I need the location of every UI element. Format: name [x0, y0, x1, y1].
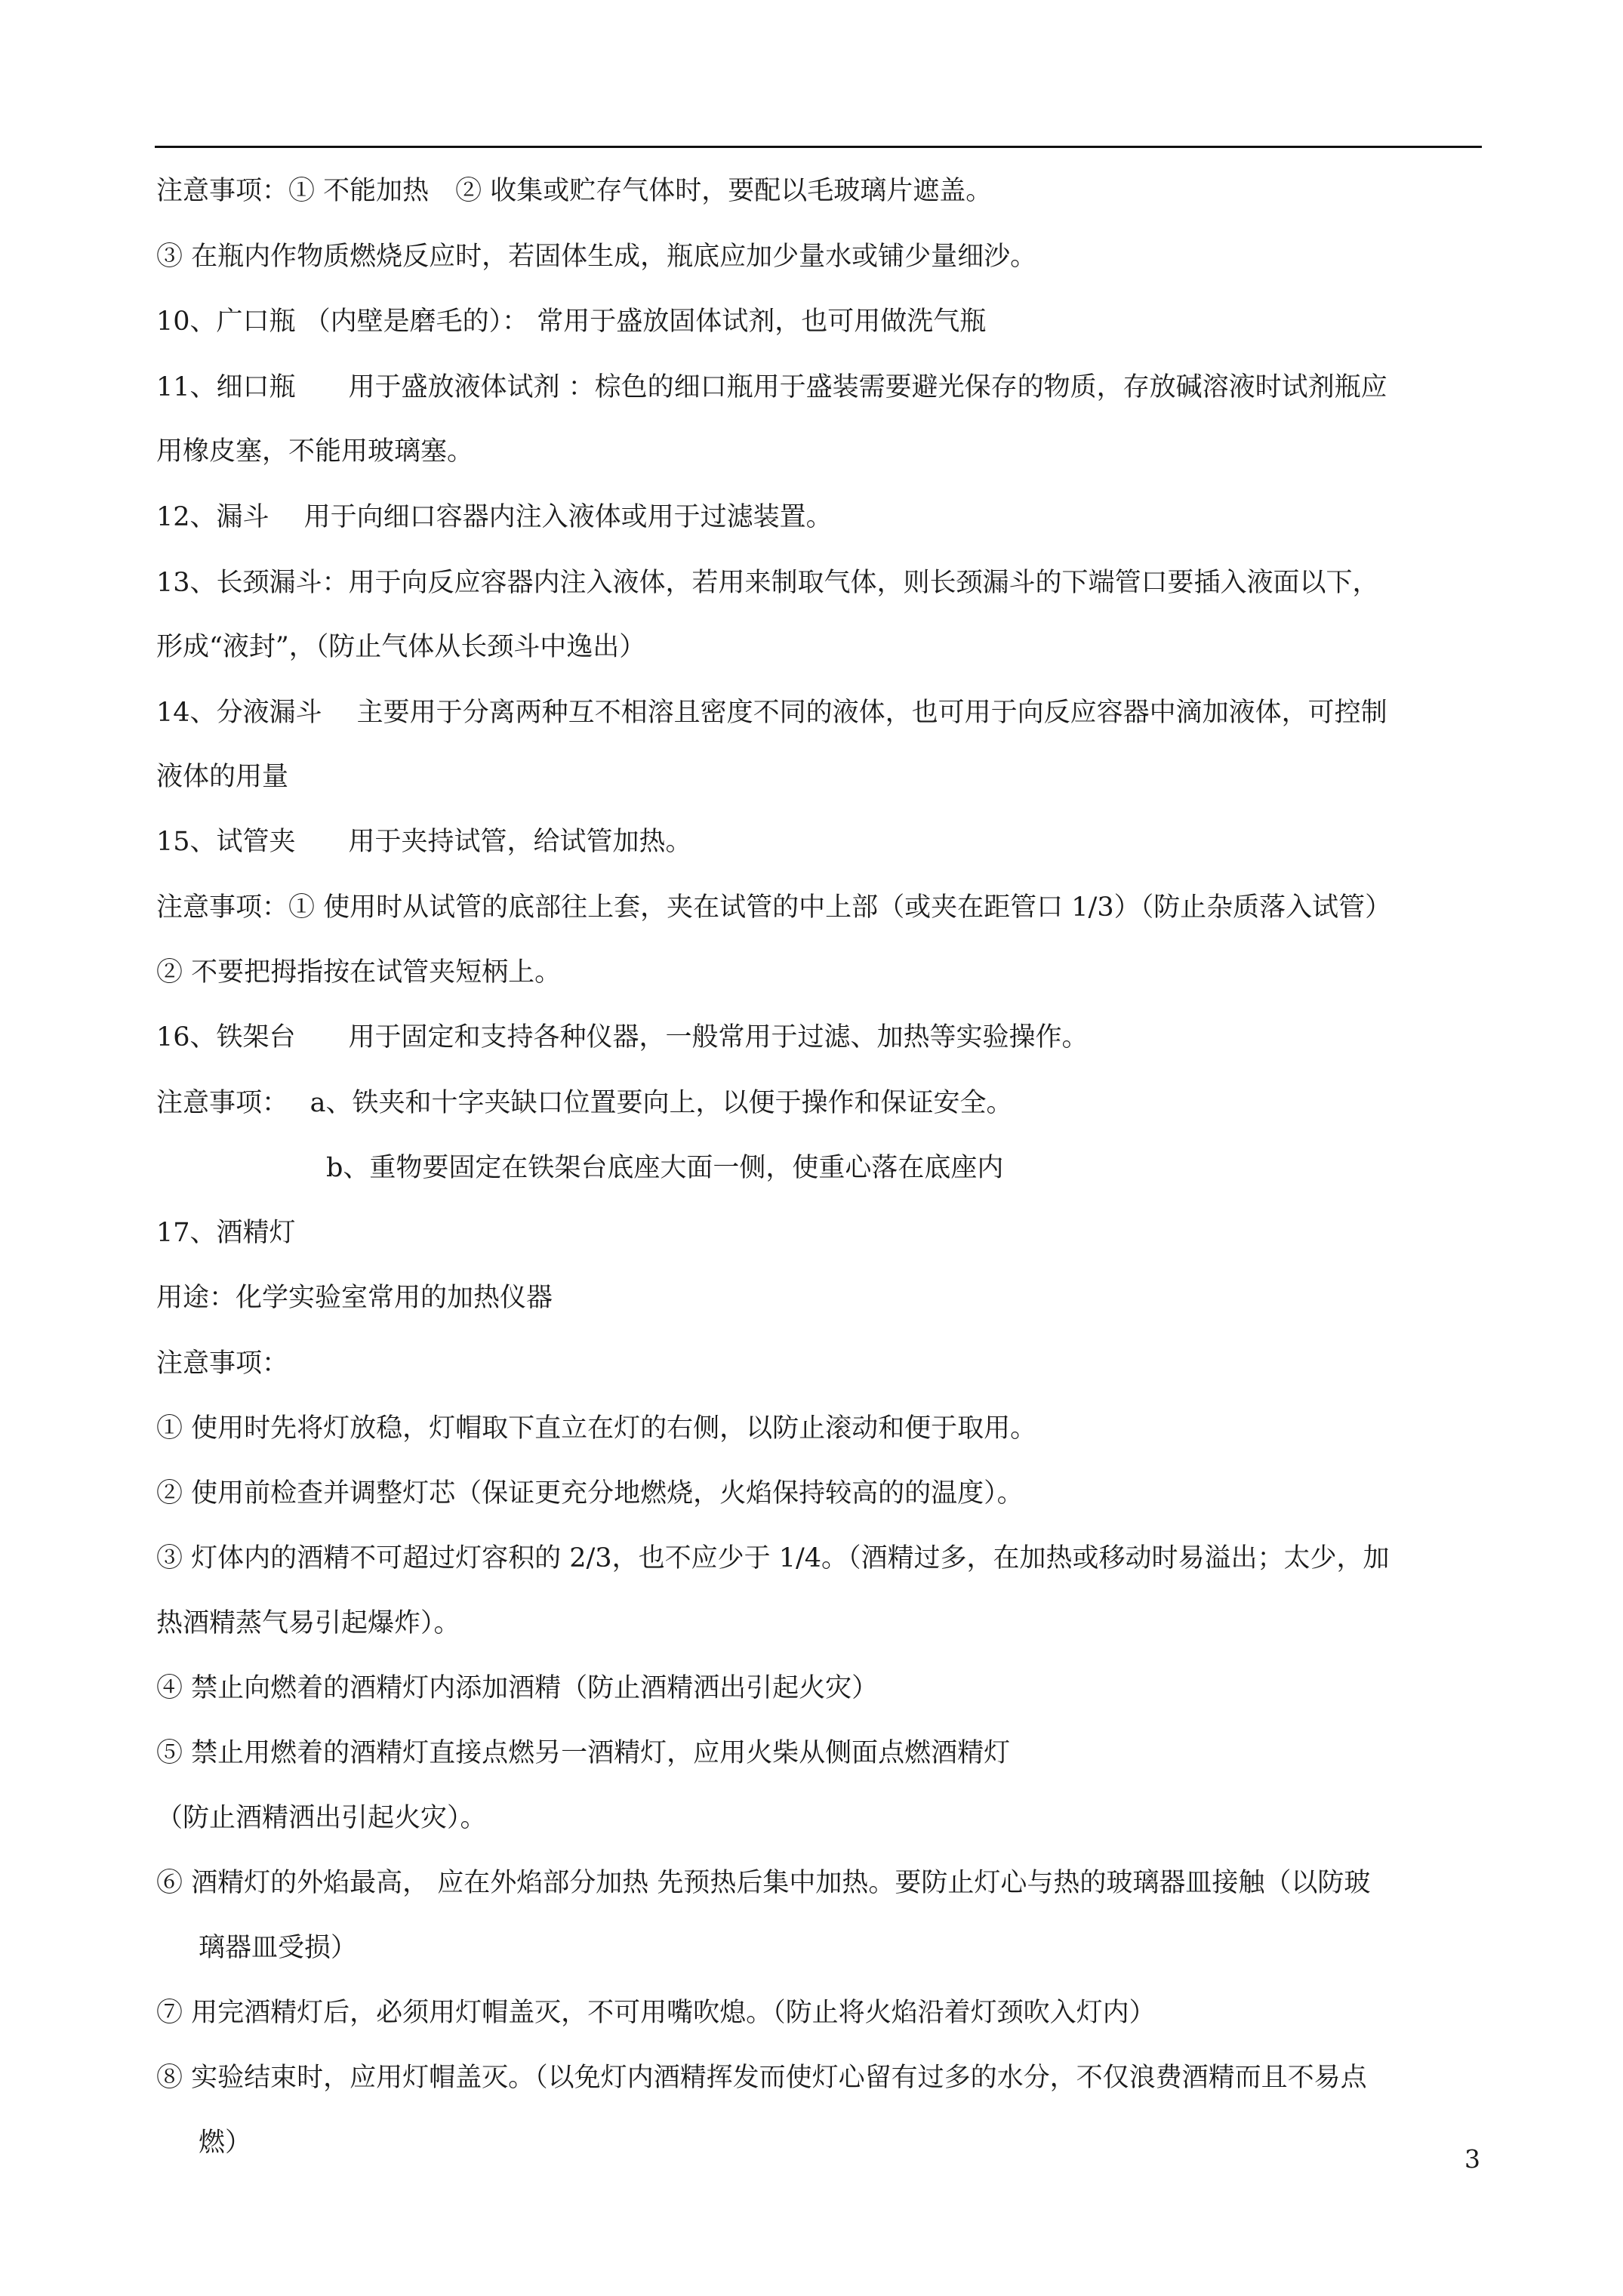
text-line: 形成“液封”，（防止气体从长颈斗中逸出） [156, 632, 646, 662]
text-line: 13、长颈漏斗：用于向反应容器内注入液体，若用来制取气体，则长颈漏斗的下端管口要插入液面以下， [156, 568, 1379, 598]
text-line: 用途：化学实验室常用的加热仪器 [156, 1283, 553, 1313]
text-line: 注意事项： [156, 1348, 289, 1379]
text-line: 11、细口瓶 用于盛放液体试剂 ：棕色的细口瓶用于盛装需要避光保存的物质，存放碱溶液时试剂瓶应 [156, 372, 1387, 402]
text-line: 15、试管夹 用于夹持试管，给试管加热。 [156, 827, 692, 857]
text-line: ⑦ 用完酒精灯后，必须用灯帽盖灭，不可用嘴吹熄。（防止将火焰沿着灯颈吹入灯内） [156, 1998, 1156, 2028]
text-line: ⑤ 禁止用燃着的酒精灯直接点燃另一酒精灯，应用火柴从侧面点燃酒精灯 [156, 1738, 1011, 1768]
text-line: ③ 在瓶内作物质燃烧反应时，若固体生成，瓶底应加少量水或铺少量细沙。 [156, 242, 1037, 272]
text-line: ⑥ 酒精灯的外焰最高， 应在外焰部分加热 先预热后集中加热。要防止灯心与热的玻璃器皿接触（以防玻 [156, 1868, 1371, 1898]
text-line: b、重物要固定在铁架台底座大面一侧，使重心落在底座内 [326, 1153, 1004, 1183]
text-line: 16、铁架台 用于固定和支持各种仪器，一般常用于过滤、加热等实验操作。 [156, 1022, 1089, 1052]
text-line: 12、漏斗 用于向细口容器内注入液体或用于过滤装置。 [156, 502, 833, 532]
text-line: 注意事项：① 不能加热 ② 收集或贮存气体时，要配以毛玻璃片遮盖。 [156, 176, 993, 206]
header-rule [155, 146, 1482, 148]
text-line: ⑧ 实验结束时，应用灯帽盖灭。（以免灯内酒精挥发而使灯心留有过多的水分，不仅浪费酒精而且不易点 [156, 2063, 1367, 2093]
text-line: 燃） [199, 2128, 252, 2158]
text-line: 14、分液漏斗 主要用于分离两种互不相溶且密度不同的液体，也可用于向反应容器中滴加液体，可控制 [156, 698, 1387, 728]
text-line: 10、广口瓶 （内壁是磨毛的）： 常用于盛放固体试剂，也可用做洗气瓶 [156, 307, 987, 337]
text-line: ① 使用时先将灯放稳，灯帽取下直立在灯的右侧，以防止滚动和便于取用。 [156, 1413, 1037, 1444]
text-line: 液体的用量 [156, 762, 289, 792]
text-line: （防止酒精洒出引起火灾）。 [156, 1803, 487, 1833]
section-heading: 17、酒精灯 [156, 1218, 296, 1248]
text-line: ② 使用前检查并调整灯芯（保证更充分地燃烧，火焰保持较高的的温度）。 [156, 1478, 1024, 1509]
text-line: 用橡皮塞，不能用玻璃塞。 [156, 436, 474, 467]
text-line: ③ 灯体内的酒精不可超过灯容积的 2/3，也不应少于 1/4。（酒精过多，在加热或移动时易溢出；太少，加 [156, 1543, 1390, 1573]
text-line: ④ 禁止向燃着的酒精灯内添加酒精（防止酒精洒出引起火灾） [156, 1673, 879, 1703]
text-line: 注意事项： a、铁夹和十字夹缺口位置要向上，以便于操作和保证安全。 [156, 1088, 1013, 1118]
text-line: 热酒精蒸气易引起爆炸）。 [156, 1608, 460, 1638]
text-line: ② 不要把拇指按在试管夹短柄上。 [156, 957, 562, 988]
text-line: 璃器皿受损） [199, 1933, 358, 1963]
text-line: 注意事项：① 使用时从试管的底部往上套，夹在试管的中上部（或夹在距管口 1/3）（防止杂质落入试管） [156, 892, 1392, 923]
page-number: 3 [1464, 2144, 1480, 2174]
